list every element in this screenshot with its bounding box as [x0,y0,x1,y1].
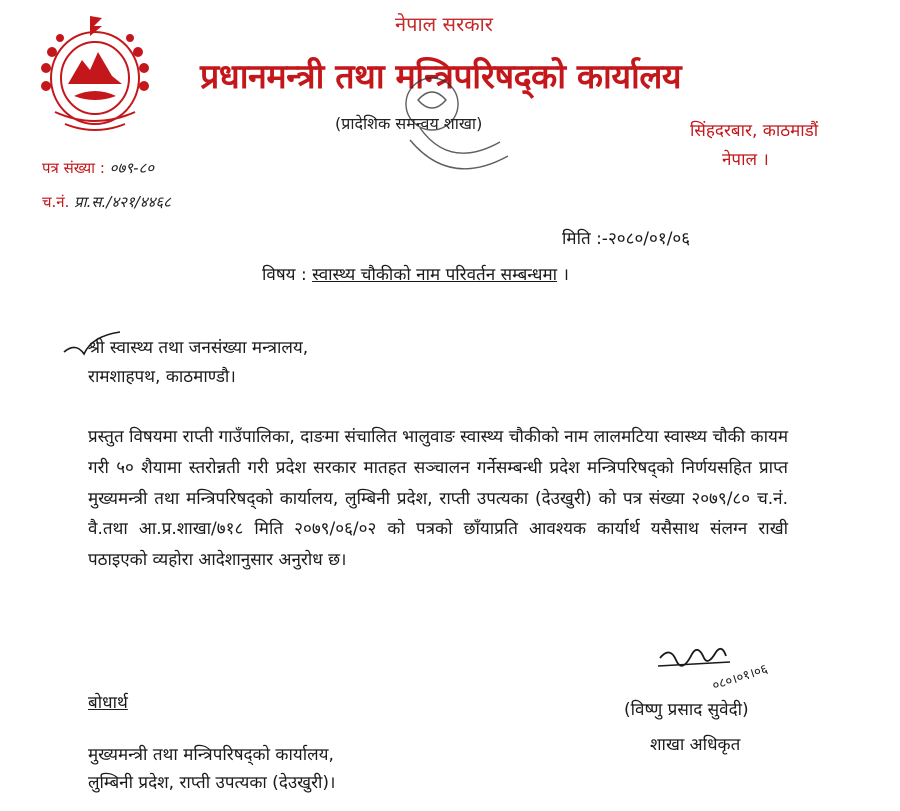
subject-label: विषय : [262,265,307,285]
cc-label: बोधार्थ [88,693,128,713]
address-line-2: नेपाल । [722,150,769,170]
date-label: मिति :- [562,229,608,249]
nepal-emblem-icon [30,12,160,140]
section-name: (प्रादेशिक समन्वय शाखा) [335,114,483,133]
dispatch-number [42,192,171,212]
letter-body: प्रस्तुत विषयमा राप्ती गाउँपालिका, दाङमा संचालित भालुवाङ स्वास्थ्य चौकीको नाम लालमटिया स्वास्थ्य चौकी कायम गरी ५० शैयामा स्तरोन्नती गरी प्रदेश सरकार मातहत सञ्चालन गर्नेसम्बन्धी प्रदेश मन्त्रिपरिषद्को निर्णयसहित प्राप्त मुख्यमन्त्री तथा मन्त्रिपरिषद्को कार्यालय, लुम्बिनी प्रदेश, राप्ती उपत्यका (देउखुरी) को पत्र संख्या २०७९/८० च.नं. वै.तथा आ.प्र.शाखा/७१८ मिति २०७९/०६/०२ को पत्रको छाँयाप्रति आवश्यक कार्यार्थ यसैसाथ संलग्न राखी पठाइएको व्यहोरा आदेशानुसार अनुरोध छ। [88,427,788,571]
dispatch-number-label: च.नं. [42,193,70,211]
cc-line-1: मुख्यमन्त्री तथा मन्त्रिपरिषद्को कार्यालय, [88,745,334,765]
dispatch-number-value: प्रा.स./४२१/४४६८ [74,193,171,211]
signature-icon [652,640,792,700]
addressee-line-2: रामशाहपथ, काठमाण्डौ। [88,367,236,387]
addressee-line-1: श्री स्वास्थ्य तथा जनसंख्या मन्त्रालय, [88,338,309,358]
letter-number [42,158,154,178]
office-name: प्रधानमन्त्री तथा मन्त्रिपरिषद्को कार्यालय [200,57,682,97]
date-value: २०८०/०१/०६ [607,229,691,249]
government-title: नेपाल सरकार [395,12,493,36]
letter-number-value: ०७९-८० [109,159,155,177]
letter-number-label: पत्र संख्या : [42,159,105,177]
subject-text: स्वास्थ्य चौकीको नाम परिवर्तन सम्बन्धमा [312,265,558,285]
letter-date [562,226,690,249]
subject-end: । [562,265,569,285]
signer-designation: शाखा अधिकृत [650,735,741,755]
signature-date: ०८०।०१।०६ [710,661,770,694]
subject-line [262,262,569,285]
signer-name: (विष्णु प्रसाद सुवेदी) [624,700,749,720]
address-line-1: सिंहदरबार, काठमाडौं [690,121,819,141]
cc-line-2: लुम्बिनी प्रदेश, राप्ती उपत्यका (देउखुरी)। [88,773,336,793]
